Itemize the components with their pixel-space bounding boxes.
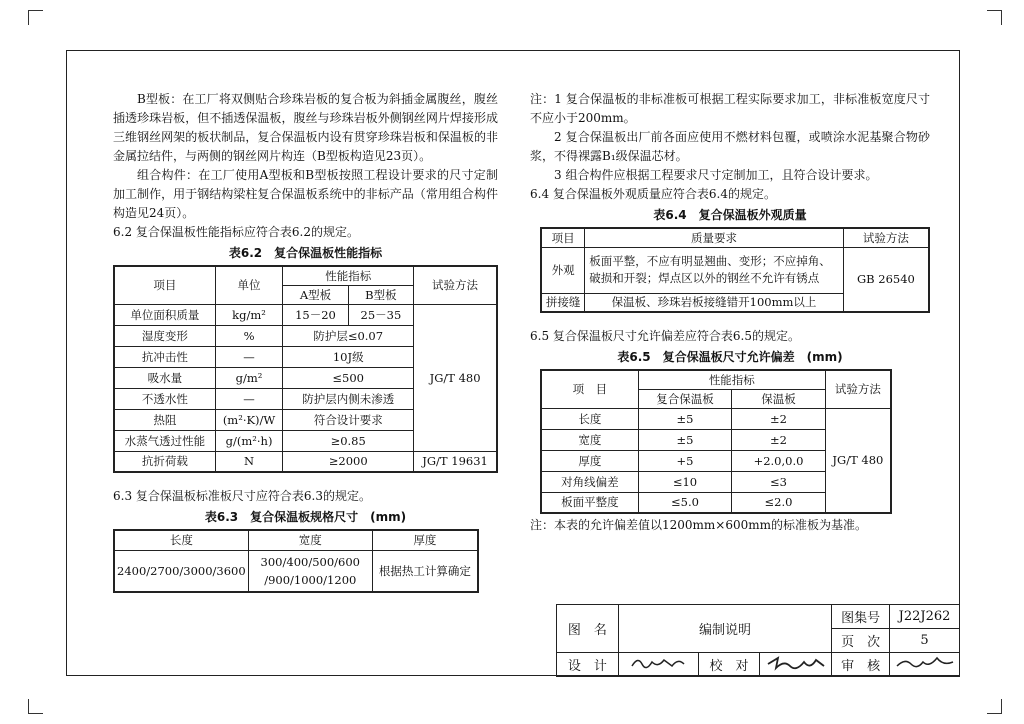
- t62-cell-item: 单位面积质量: [114, 304, 215, 325]
- section-6-5-heading: 6.5 复合保温板尺寸允许偏差应符合表6.5的规定。: [530, 329, 800, 343]
- table-row: [114, 451, 497, 472]
- crop-mark-top-left: [28, 10, 43, 25]
- signature-checker-icon: [764, 654, 828, 672]
- checker-signature: [760, 653, 832, 677]
- t62-cell-method-jgt480: JG/T 480: [414, 304, 497, 451]
- t62-cell-unit: —: [215, 346, 283, 367]
- table-row: [114, 304, 497, 325]
- t65-cell-item: 厚度: [541, 450, 638, 471]
- t62-cell-b: 25－35: [348, 304, 413, 325]
- t65-header-composite: 复合保温板: [638, 389, 731, 408]
- t62-header-performance: 性能指标: [283, 266, 414, 285]
- section-6-3-heading: 6.3 复合保温板标准板尺寸应符合表6.3的规定。: [113, 489, 371, 503]
- t63-cell-length: 2400/2700/3000/3600: [114, 550, 248, 592]
- t63-header-thickness: 厚度: [372, 530, 478, 550]
- t65-cell-composite: ≤5.0: [638, 492, 731, 513]
- t64-cell-item: 外观: [541, 247, 585, 293]
- title-label-check: 校 对: [698, 653, 760, 677]
- t62-cell-item: 不透水性: [114, 388, 215, 409]
- t65-cell-composite: ≤10: [638, 471, 731, 492]
- t65-header-item: 项 目: [541, 370, 638, 408]
- t62-cell-value: 防护层≤0.07: [283, 325, 414, 346]
- t64-cell-item: 拼接缝: [541, 293, 585, 312]
- t64-cell-method: GB 26540: [843, 247, 929, 312]
- t65-cell-composite: +5: [638, 450, 731, 471]
- t62-cell-value: ≤500: [283, 367, 414, 388]
- t63-width-line-1: 300/400/500/600: [260, 554, 360, 569]
- t62-cell-a: 15－20: [283, 304, 348, 325]
- signature-reviewer-icon: [893, 654, 957, 672]
- t63-header-width: 宽度: [248, 530, 372, 550]
- t62-cell-value: ≥2000: [283, 451, 414, 472]
- t64-cell-req: 保温板、珍珠岩板接缝错开100mm以上: [585, 293, 844, 312]
- title-label-review: 审 核: [832, 653, 890, 677]
- t62-cell-value: ≥0.85: [283, 430, 414, 451]
- t62-cell-unit: kg/m²: [215, 304, 283, 325]
- crop-mark-bottom-right: [987, 699, 1002, 714]
- t63-width-line-2: /900/1000/1200: [264, 572, 357, 587]
- title-label-atlas: 图集号: [832, 605, 890, 629]
- t62-header-method: 试验方法: [414, 266, 497, 304]
- left-column: [113, 90, 498, 593]
- t65-cell-insulation: ±2: [732, 429, 826, 450]
- note-1: 注：1 复合保温板的非标准板可根据工程实际要求加工，非标准板宽度尺寸不应小于200mm。: [530, 92, 930, 125]
- title-label-page: 页 次: [832, 629, 890, 653]
- table-6-2-caption: 表6.2 复合保温板性能指标: [228, 246, 383, 260]
- table-6-5: [540, 369, 892, 514]
- t62-cell-value: 10J级: [283, 346, 414, 367]
- atlas-number: J22J262: [890, 605, 960, 629]
- t63-cell-thickness: 根据热工计算确定: [372, 550, 478, 592]
- t64-header-item: 项目: [541, 228, 585, 247]
- t62-cell-item: 湿度变形: [114, 325, 215, 346]
- section-6-4-heading: 6.4 复合保温板外观质量应符合表6.4的规定。: [530, 187, 776, 201]
- t62-cell-method-jgt19631: JG/T 19631: [414, 451, 497, 472]
- signature-designer-icon: [628, 654, 688, 672]
- t65-cell-insulation: ≤2.0: [732, 492, 826, 513]
- table-6-3-caption: 表6.3 复合保温板规格尺寸 (mm): [204, 510, 407, 524]
- t62-cell-value: 防护层内侧未渗透: [283, 388, 414, 409]
- t62-cell-item: 抗折荷载: [114, 451, 215, 472]
- t62-cell-item: 吸水量: [114, 367, 215, 388]
- t65-cell-composite: ±5: [638, 429, 731, 450]
- table-row: [114, 550, 478, 592]
- paragraph-b-type-board: B型板：在工厂将双侧贴合珍珠岩板的复合板为斜插金属腹丝，腹丝插透珍珠岩板，但不插透保温板，腹丝与珍珠岩板外侧钢丝网片焊接形成三维钢丝网架的板状制品，复合保温板内设有贯穿珍珠岩板和保温板的非金属拉结件，与两侧的钢丝网片构连（B型板构造见23页）。: [113, 92, 498, 163]
- t65-cell-item: 宽度: [541, 429, 638, 450]
- t65-cell-item: 长度: [541, 408, 638, 429]
- table-6-5-caption: 表6.5 复合保温板尺寸允许偏差 (mm): [617, 350, 843, 364]
- note-3: 3 组合构件应根据工程要求尺寸定制加工，且符合设计要求。: [554, 168, 878, 182]
- t62-cell-unit: —: [215, 388, 283, 409]
- t63-header-length: 长度: [114, 530, 248, 550]
- t63-cell-width: [248, 550, 372, 592]
- crop-mark-bottom-left: [28, 699, 43, 714]
- t62-cell-unit: %: [215, 325, 283, 346]
- t62-cell-item: 水蒸气透过性能: [114, 430, 215, 451]
- reviewer-signature: [890, 653, 960, 677]
- t62-cell-unit: (m²·K)/W: [215, 409, 283, 430]
- table-6-4: [540, 227, 930, 313]
- t64-cell-req: 板面平整，不应有明显翘曲、变形；不应掉角、破损和开裂；焊点区以外的钢丝不允许有锈点: [585, 247, 844, 293]
- drawing-name: 编制说明: [618, 605, 832, 653]
- t62-header-unit: 单位: [215, 266, 283, 304]
- title-label-name: 图 名: [557, 605, 619, 653]
- t65-cell-method: JG/T 480: [825, 408, 891, 513]
- t65-cell-insulation: +2.0,0.0: [732, 450, 826, 471]
- t64-header-method: 试验方法: [843, 228, 929, 247]
- t65-cell-composite: ±5: [638, 408, 731, 429]
- table-row: [541, 408, 891, 429]
- note-2: 2 复合保温板出厂前各面应使用不燃材料包覆，或喷涂水泥基聚合物砂浆，不得裸露B₁级保温芯材。: [530, 130, 930, 163]
- t62-header-b: B型板: [348, 285, 413, 304]
- t62-cell-item: 热阻: [114, 409, 215, 430]
- t62-header-a: A型板: [283, 285, 348, 304]
- table-6-4-caption: 表6.4 复合保温板外观质量: [653, 208, 807, 222]
- t65-header-performance: 性能指标: [638, 370, 825, 389]
- right-column: [530, 90, 930, 535]
- t65-cell-insulation: ≤3: [732, 471, 826, 492]
- t62-header-item: 项目: [114, 266, 215, 304]
- paragraph-composite-member: 组合构件：在工厂使用A型板和B型板按照工程设计要求的尺寸定制加工制作，用于钢结构梁柱复合保温板系统中的非标产品（常用组合构件构造见24页）。: [113, 168, 498, 220]
- table-row: [541, 247, 929, 293]
- t64-header-req: 质量要求: [585, 228, 844, 247]
- t62-cell-value: 符合设计要求: [283, 409, 414, 430]
- page-number: 5: [890, 629, 960, 653]
- t62-cell-unit: g/m²: [215, 367, 283, 388]
- crop-mark-top-right: [987, 10, 1002, 25]
- t62-cell-item: 抗冲击性: [114, 346, 215, 367]
- table-6-2: [113, 265, 498, 473]
- t65-header-insulation: 保温板: [732, 389, 826, 408]
- table-6-3: [113, 529, 479, 593]
- t65-cell-insulation: ±2: [732, 408, 826, 429]
- section-6-2-heading: 6.2 复合保温板性能指标应符合表6.2的规定。: [113, 225, 359, 239]
- t62-cell-unit: g/(m²·h): [215, 430, 283, 451]
- t65-cell-item: 对角线偏差: [541, 471, 638, 492]
- title-label-design: 设 计: [557, 653, 619, 677]
- title-block: [556, 604, 960, 676]
- t62-cell-unit: N: [215, 451, 283, 472]
- t65-header-method: 试验方法: [825, 370, 891, 408]
- table-6-5-note: 注：本表的允许偏差值以1200mm×600mm的标准板为基准。: [530, 518, 868, 532]
- designer-signature: [618, 653, 698, 677]
- t65-cell-item: 板面平整度: [541, 492, 638, 513]
